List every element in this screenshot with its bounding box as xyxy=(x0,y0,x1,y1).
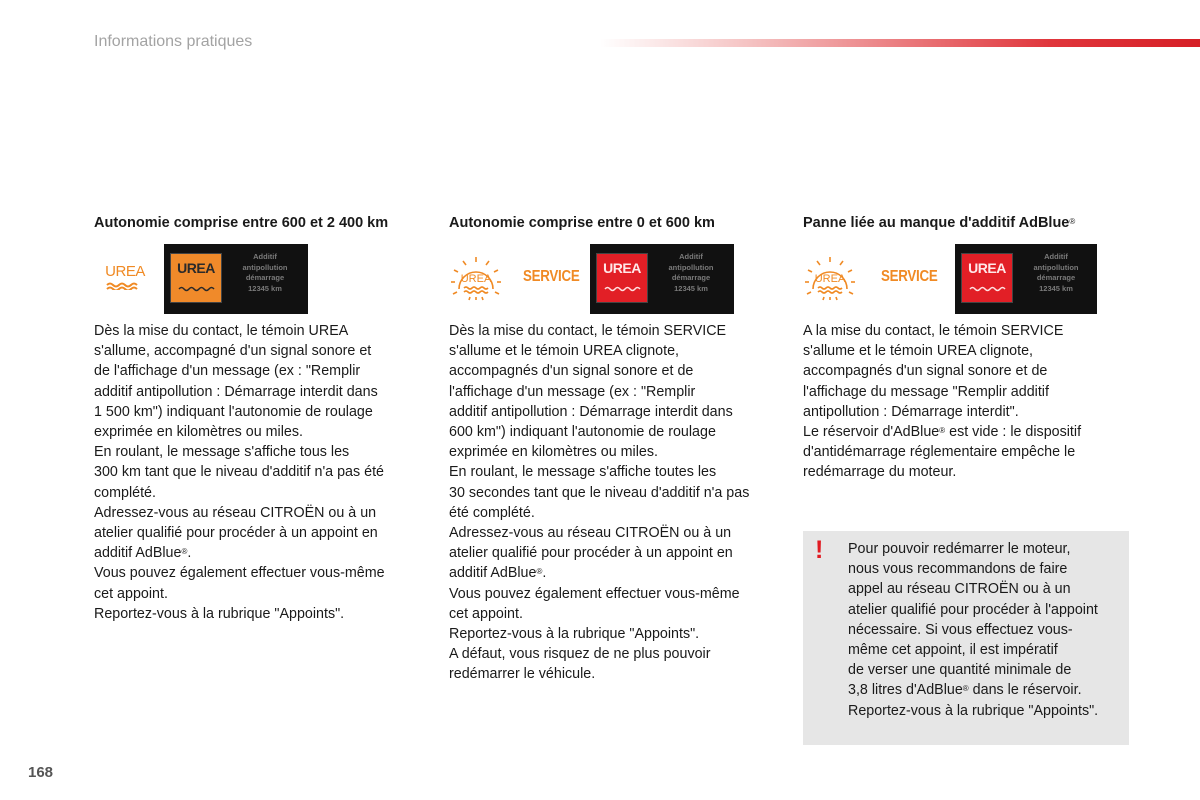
column-heading: Autonomie comprise entre 600 et 2 400 km xyxy=(94,215,389,231)
message-line: antipollution xyxy=(1033,262,1079,272)
urea-warning-lamp-icon xyxy=(170,253,222,303)
urea-icon: UREA xyxy=(105,263,145,280)
registered-mark: ® xyxy=(962,684,969,694)
dashboard-display xyxy=(590,244,734,314)
column-body: Dès la mise du contact, le témoin UREA s'allume, accompagné d'un signal sonore et de l'affichage d'un message (ex : "Remplir additif antipollution : Démarrage interdit dans 1 500 km") indiquant l'autonomie de roulage exprimée en kilomètres ou miles. En roulant, le message s'affiche tous les 300 km tant que le niveau d'additif n'a pas été complété. Adressez-vous au réseau CITROËN ou à un atelier qualifié pour procéder à un appoint en additif AdBlue®. Vous pouvez également effectuer vous-même cet appoint. Reportez-vous à la rubrique "Appoints". xyxy=(94,323,385,622)
registered-mark: ® xyxy=(1069,217,1076,226)
lamp-wave-icon xyxy=(177,284,217,294)
urea-icon-label: UREA xyxy=(460,273,492,285)
message-line: 12345 km xyxy=(674,283,708,293)
dashboard-display xyxy=(164,244,308,314)
message-line: 12345 km xyxy=(248,283,282,293)
column-autonomy-0-600 xyxy=(449,213,779,685)
service-icon: SERVICE xyxy=(881,268,938,285)
column-heading xyxy=(803,213,1133,233)
warning-note xyxy=(803,531,1129,745)
indicator-row xyxy=(803,244,1133,314)
page-number: 168 xyxy=(28,764,54,781)
heading-text: Panne liée au manque d'additif AdBlue xyxy=(803,215,1070,231)
dashboard-message xyxy=(652,252,730,294)
urea-warning-lamp-icon xyxy=(596,253,648,303)
header-accent-bar xyxy=(600,39,1200,47)
indicator-row xyxy=(94,244,424,314)
dashboard-display xyxy=(955,244,1097,314)
message-line: 12345 km xyxy=(1039,283,1073,293)
urea-flashing-icon xyxy=(449,255,503,301)
message-line: Additif xyxy=(1044,252,1068,261)
lamp-label: UREA xyxy=(968,260,1006,276)
message-line: Additif xyxy=(253,252,277,261)
column-autonomy-600-2400 xyxy=(94,213,424,624)
lamp-label: UREA xyxy=(603,260,641,276)
message-line: démarrage xyxy=(245,273,285,282)
registered-mark: ® xyxy=(181,547,188,557)
message-line: démarrage xyxy=(1036,273,1076,282)
indicator-row xyxy=(449,244,779,314)
message-line: antipollution xyxy=(668,262,714,272)
urea-icon-label: UREA xyxy=(814,273,846,285)
message-line: Additif xyxy=(679,252,703,261)
column-heading: Autonomie comprise entre 0 et 600 km xyxy=(449,215,715,231)
service-icon: SERVICE xyxy=(523,268,580,285)
warning-note-text: Pour pouvoir redémarrer le moteur, nous vous recommandons de faire appel au réseau CITROËN ou à un atelier qualifié pour procéder à l'appoint nécessaire. Si vous effectuez vous- même cet appoint, il est impératif de verser une quantité minimale de 3,8 litres d'AdBlue® dans le réservoir. Reportez-vous à la rubrique "Appoints". xyxy=(848,541,1099,719)
lamp-wave-icon xyxy=(603,284,643,294)
lamp-label: UREA xyxy=(177,260,215,276)
registered-mark: ® xyxy=(536,567,543,577)
section-title: Informations pratiques xyxy=(94,33,253,50)
registered-mark: ® xyxy=(939,426,946,436)
message-line: démarrage xyxy=(671,273,711,282)
column-adblue-failure xyxy=(803,213,1133,483)
lamp-wave-icon xyxy=(968,284,1008,294)
urea-warning-lamp-icon xyxy=(961,253,1013,303)
urea-wave-icon xyxy=(106,282,142,290)
column-body: A la mise du contact, le témoin SERVICE s'allume et le témoin UREA clignote, accompagnés d'un signal sonore et de l'affichage du message "Remplir additif antipollution : Démarrage interdit". Le réservoir d'AdBlue® est vide : le dispositif d'antidémarrage réglementaire empêche le redémarrage du moteur. xyxy=(803,323,1082,481)
dashboard-message xyxy=(1017,252,1095,294)
dashboard-message xyxy=(226,252,304,294)
column-body: Dès la mise du contact, le témoin SERVICE s'allume et le témoin UREA clignote, accompagnés d'un signal sonore et de l'affichage d'un message (ex : "Remplir additif antipollution : Démarrage interdit dans 600 km") indiquant l'autonomie de roulage exprimée en kilomètres ou miles. En roulant, le message s'affiche toutes les 30 secondes tant que le niveau d'additif n'a pas été complété. Adressez-vous au réseau CITROËN ou à un atelier qualifié pour procéder à un appoint en additif AdBlue®. Vous pouvez également effectuer vous-même cet appoint. Reportez-vous à la rubrique "Appoints". A défaut, vous risquez de ne plus pouvoir redémarrer le véhicule. xyxy=(449,323,750,683)
urea-flashing-icon xyxy=(803,255,857,301)
exclamation-icon: ! xyxy=(815,536,824,564)
message-line: antipollution xyxy=(242,262,288,272)
